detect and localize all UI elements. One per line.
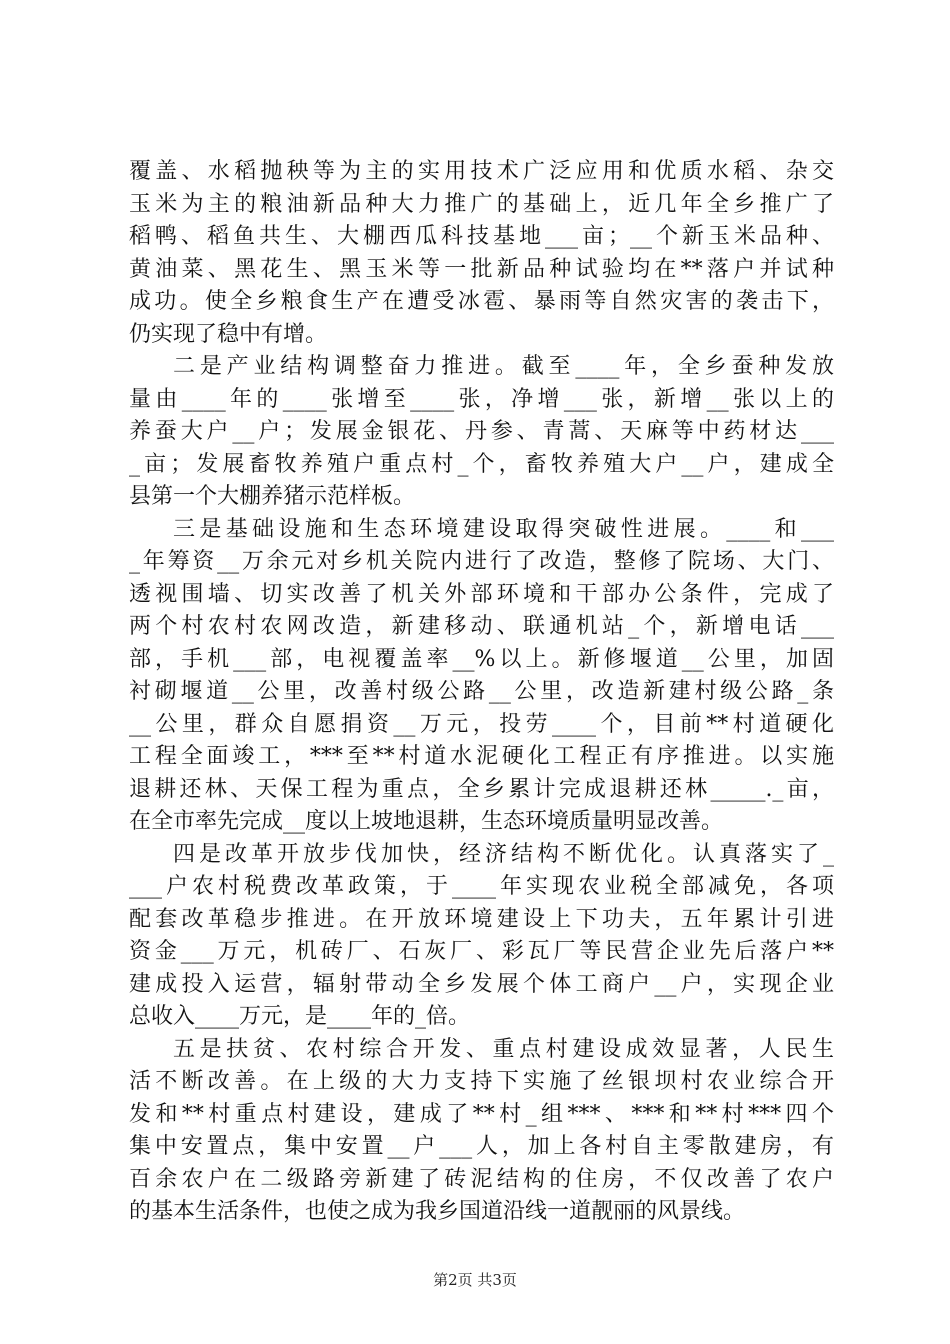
text-line: 集中安置点，集中安置__户___人，加上各村自主零散建房，有: [129, 1134, 834, 1159]
text-line: 黄油菜、黑花生、黑玉米等一批新品种试验均在**落户并试种: [129, 256, 834, 282]
page-footer: 第2页 共3页: [433, 1271, 517, 1289]
document-body: [129, 156, 834, 1229]
text-line: 养蚕大户__户；发展金银花、丹参、青蒿、天麻等中药材达___: [129, 419, 834, 444]
text-line: 稻鸭、稻鱼共生、大棚西瓜科技基地___亩；__个新玉米品种、: [129, 224, 834, 249]
text-line: 五是扶贫、农村综合开发、重点村建设成效显著，人民生: [173, 1036, 834, 1062]
text-line: 活不断改善。在上级的大力支持下实施了丝银坝村农业综合开: [129, 1069, 834, 1094]
text-line: 县第一个大棚养猪示范样板。: [129, 484, 416, 509]
text-line: 发和**村重点村建设，建成了**村_组***、***和**村***四个: [129, 1101, 834, 1127]
text-line: 量由____年的____张增至____张，净增___张，新增__张以上的: [129, 386, 834, 412]
text-line: 四是改革开放步伐加快，经济结构不断优化。认真落实了_: [173, 841, 834, 867]
text-line: 的基本生活条件，也使之成为我乡国道沿线一道靓丽的风景线。: [129, 1199, 746, 1224]
text-line: 退耕还林、天保工程为重点，全乡累计完成退耕还林_____._亩，: [129, 776, 834, 802]
text-line: 两个村农村农网改造，新建移动、联通机站_个，新增电话___: [129, 614, 834, 639]
text-line: 建成投入运营，辐射带动全乡发展个体工商户__户，实现企业: [129, 971, 834, 997]
text-line: 配套改革稳步推进。在开放环境建设上下功夫，五年累计引进: [129, 906, 834, 932]
text-line: 玉米为主的粮油新品种大力推广的基础上，近几年全乡推广了: [129, 191, 834, 217]
text-line: 百余农户在二级路旁新建了砖泥结构的住房，不仅改善了农户: [129, 1166, 834, 1192]
text-line: 资金___万元，机砖厂、石灰厂、彩瓦厂等民营企业先后落户**: [129, 939, 834, 964]
text-line: _亩；发展畜牧养殖户重点村_个，畜牧养殖大户__户，建成全: [129, 451, 834, 477]
text-line: 仍实现了稳中有增。: [129, 321, 328, 347]
text-line: 工程全面竣工，***至**村道水泥硬化工程正有序推进。以实施: [129, 744, 834, 769]
text-line: 部，手机___部，电视覆盖率__%以上。新修堰道__公里，加固: [129, 646, 834, 672]
text-line: 三是基础设施和生态环境建设取得突破性进展。____和___: [173, 516, 834, 542]
text-line: 成功。使全乡粮食生产在遭受冰雹、暴雨等自然灾害的袭击下，: [129, 289, 834, 314]
text-line: 衬砌堰道__公里，改善村级公路__公里，改造新建村级公路_条: [129, 679, 834, 704]
text-line: 覆盖、水稻抛秧等为主的实用技术广泛应用和优质水稻、杂交: [129, 159, 834, 184]
text-line: ___户农村税费改革政策，于____年实现农业税全部减免，各项: [129, 874, 834, 899]
text-line: 透视围墙、切实改善了机关外部环境和干部办公条件，完成了: [129, 581, 834, 607]
text-line: 在全市率先完成__度以上坡地退耕，生态环境质量明显改善。: [129, 809, 724, 834]
text-line: 二是产业结构调整奋力推进。截至____年，全乡蚕种发放: [173, 354, 834, 379]
text-line: __公里，群众自愿捐资__万元，投劳____个，目前**村道硬化: [129, 711, 834, 737]
text-line: 总收入____万元，是____年的_倍。: [129, 1004, 471, 1029]
text-line: _年筹资__万余元对乡机关院内进行了改造，整修了院场、大门、: [129, 549, 834, 574]
